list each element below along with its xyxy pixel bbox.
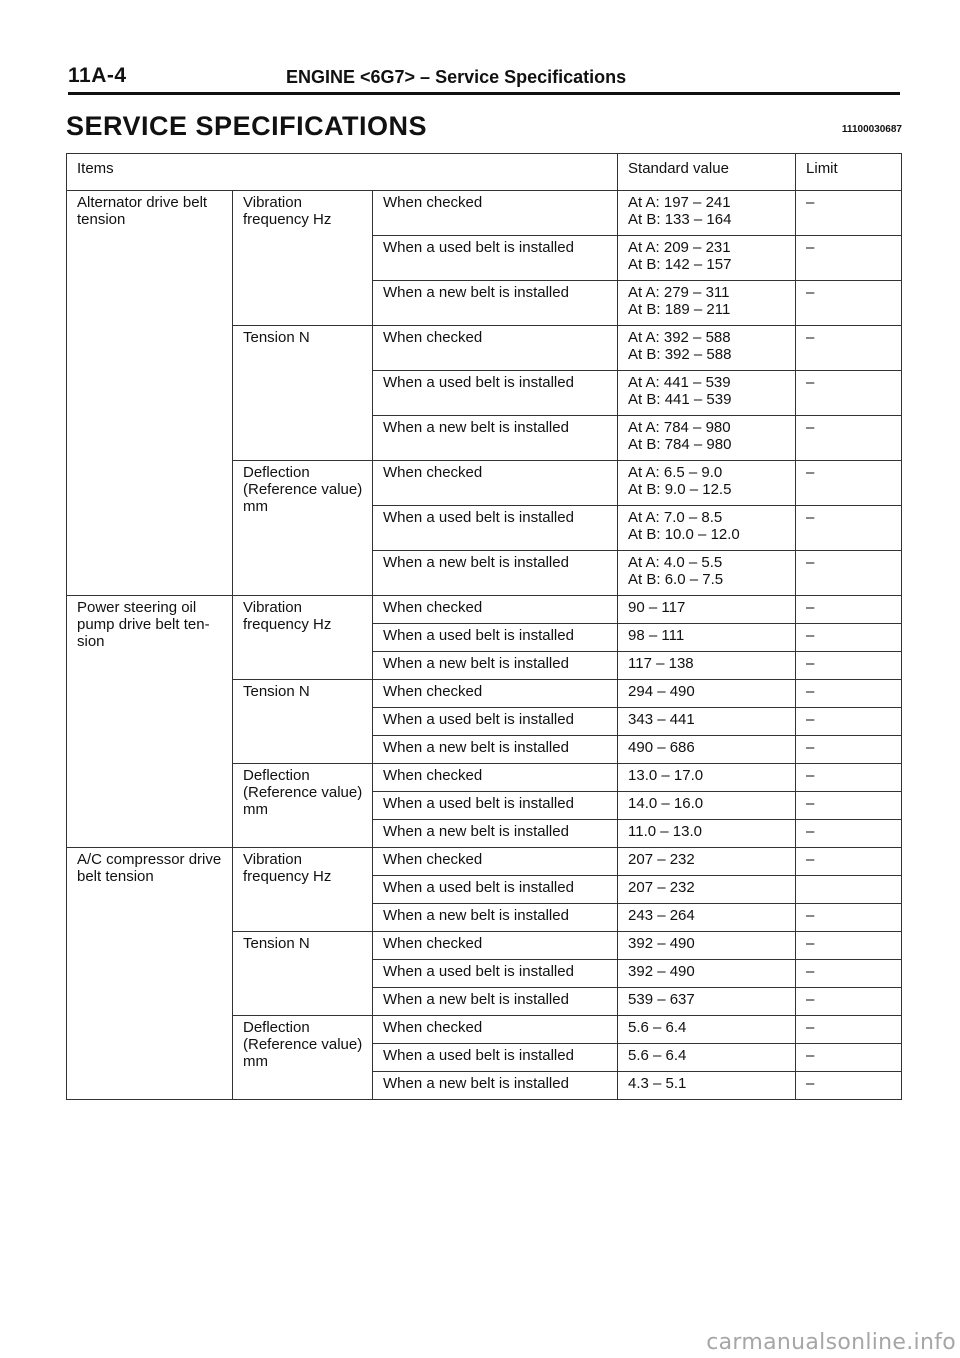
standard-value: 294 – 490 [628,683,695,700]
items-column-header: Items [67,154,618,191]
table-row [67,596,902,624]
standard-value-cell [618,988,796,1016]
standard-value-cell [618,876,796,904]
standard-value: 90 – 117 [628,599,686,616]
measurement-label: Vibration frequency Hz [233,596,373,680]
check-condition: When checked [373,764,618,792]
check-condition: When a new belt is installed [373,1072,618,1100]
standard-value: 5.6 – 6.4 [628,1019,687,1036]
check-condition: When a used belt is installed [373,624,618,652]
service-specifications-table [66,153,902,1100]
table-body [67,191,902,1100]
limit-value: – [796,904,902,932]
limit-value: – [796,708,902,736]
check-condition: When checked [373,326,618,371]
belt-group-label: Power steering oil pump drive belt ten-sion [67,596,233,848]
limit-value: – [796,1044,902,1072]
standard-value: At B: 142 – 157 [628,256,732,273]
standard-value: At A: 4.0 – 5.5 [628,554,723,571]
belt-group-label: Alternator drive belt tension [67,191,233,596]
standard-value-cell [618,932,796,960]
measurement-label: Tension N [233,932,373,1016]
standard-value-cell [618,1044,796,1072]
check-condition: When a used belt is installed [373,708,618,736]
standard-value-cell [618,792,796,820]
standard-value: 392 – 490 [628,935,695,952]
standard-value-cell [618,551,796,596]
limit-value: – [796,624,902,652]
limit-value: – [796,848,902,876]
standard-value-cell [618,708,796,736]
measurement-label: Tension N [233,680,373,764]
standard-value-cell [618,820,796,848]
check-condition: When checked [373,680,618,708]
standard-value: At B: 441 – 539 [628,391,732,408]
limit-value: – [796,988,902,1016]
standard-value: 243 – 264 [628,907,695,924]
standard-value: 207 – 232 [628,879,695,896]
check-condition: When checked [373,461,618,506]
standard-value-cell [618,680,796,708]
standard-value-cell [618,764,796,792]
limit-value: – [796,932,902,960]
check-condition: When checked [373,596,618,624]
check-condition: When a new belt is installed [373,736,618,764]
limit-value: – [796,736,902,764]
measurement-label: Deflection (Reference value) mm [233,1016,373,1100]
standard-value-cell [618,848,796,876]
standard-value-cell [618,191,796,236]
standard-value-cell [618,236,796,281]
check-condition: When checked [373,848,618,876]
limit-value: – [796,680,902,708]
check-condition: When a used belt is installed [373,371,618,416]
limit-value: – [796,960,902,988]
standard-value: At A: 7.0 – 8.5 [628,509,723,526]
standard-value: 13.0 – 17.0 [628,767,704,784]
limit-value: – [796,416,902,461]
standard-value: 490 – 686 [628,739,695,756]
limit-value: – [796,1072,902,1100]
standard-value-cell [618,416,796,461]
check-condition: When a new belt is installed [373,820,618,848]
table-header-row [67,154,902,191]
check-condition: When a new belt is installed [373,416,618,461]
check-condition: When a new belt is installed [373,904,618,932]
standard-value-cell [618,652,796,680]
table-row [67,848,902,876]
standard-value: At A: 279 – 311 [628,284,730,301]
running-header [68,64,900,95]
standard-value: 98 – 111 [628,627,685,644]
standard-value-cell [618,281,796,326]
document-code: 11100030687 [841,124,902,135]
check-condition: When a new belt is installed [373,551,618,596]
measurement-label: Deflection (Reference value) mm [233,461,373,596]
limit-value: – [796,461,902,506]
page-number: 11A-4 [68,64,127,87]
measurement-label: Vibration frequency Hz [233,848,373,932]
standard-value: 5.6 – 6.4 [628,1047,687,1064]
limit-value: – [796,1016,902,1044]
standard-value-cell [618,506,796,551]
check-condition: When checked [373,191,618,236]
standard-value: 11.0 – 13.0 [628,823,702,840]
watermark-url: carmanualsonline.info [706,1330,956,1355]
measurement-label: Vibration frequency Hz [233,191,373,326]
check-condition: When a new belt is installed [373,988,618,1016]
measurement-label: Tension N [233,326,373,461]
check-condition: When a new belt is installed [373,652,618,680]
check-condition: When a used belt is installed [373,506,618,551]
standard-value-cell [618,904,796,932]
standard-value-cell [618,326,796,371]
standard-value: 539 – 637 [628,991,695,1008]
standard-value: 392 – 490 [628,963,695,980]
standard-value: At A: 784 – 980 [628,419,731,436]
standard-value: At B: 189 – 211 [628,301,731,318]
table-row [67,191,902,236]
check-condition: When a used belt is installed [373,792,618,820]
standard-value: 117 – 138 [628,655,694,672]
limit-value: – [796,506,902,551]
limit-value: – [796,326,902,371]
limit-value: – [796,820,902,848]
standard-value: At B: 784 – 980 [628,436,732,453]
limit-value: – [796,371,902,416]
standard-value-column-header: Standard value [618,154,796,191]
limit-value: – [796,792,902,820]
standard-value-cell [618,1072,796,1100]
check-condition: When a used belt is installed [373,876,618,904]
standard-value-cell [618,1016,796,1044]
standard-value: At A: 392 – 588 [628,329,731,346]
measurement-label: Deflection (Reference value) mm [233,764,373,848]
check-condition: When a used belt is installed [373,1044,618,1072]
standard-value: 14.0 – 16.0 [628,795,704,812]
standard-value: At A: 209 – 231 [628,239,731,256]
standard-value-cell [618,624,796,652]
standard-value-cell [618,736,796,764]
limit-value: – [796,652,902,680]
belt-group-label: A/C compressor drive belt tension [67,848,233,1100]
standard-value: At B: 9.0 – 12.5 [628,481,732,498]
limit-value: – [796,764,902,792]
standard-value-cell [618,596,796,624]
standard-value: At A: 441 – 539 [628,374,731,391]
check-condition: When a new belt is installed [373,281,618,326]
standard-value: At B: 392 – 588 [628,346,732,363]
limit-value: – [796,191,902,236]
check-condition: When a used belt is installed [373,960,618,988]
check-condition: When checked [373,1016,618,1044]
standard-value: At B: 10.0 – 12.0 [628,526,740,543]
chapter-title: ENGINE <6G7> – Service Specifications [286,67,627,87]
standard-value: At A: 6.5 – 9.0 [628,464,723,481]
standard-value: 207 – 232 [628,851,695,868]
standard-value-cell [618,960,796,988]
check-condition: When a used belt is installed [373,236,618,281]
limit-value [796,876,902,904]
standard-value-cell [618,461,796,506]
limit-value: – [796,236,902,281]
limit-value: – [796,551,902,596]
check-condition: When checked [373,932,618,960]
limit-value: – [796,596,902,624]
section-title: SERVICE SPECIFICATIONS [66,111,428,141]
standard-value: At B: 133 – 164 [628,211,732,228]
limit-column-header: Limit [796,154,902,191]
limit-value: – [796,281,902,326]
standard-value: At A: 197 – 241 [628,194,731,211]
standard-value: 343 – 441 [628,711,695,728]
standard-value-cell [618,371,796,416]
standard-value: At B: 6.0 – 7.5 [628,571,724,588]
standard-value: 4.3 – 5.1 [628,1075,687,1092]
